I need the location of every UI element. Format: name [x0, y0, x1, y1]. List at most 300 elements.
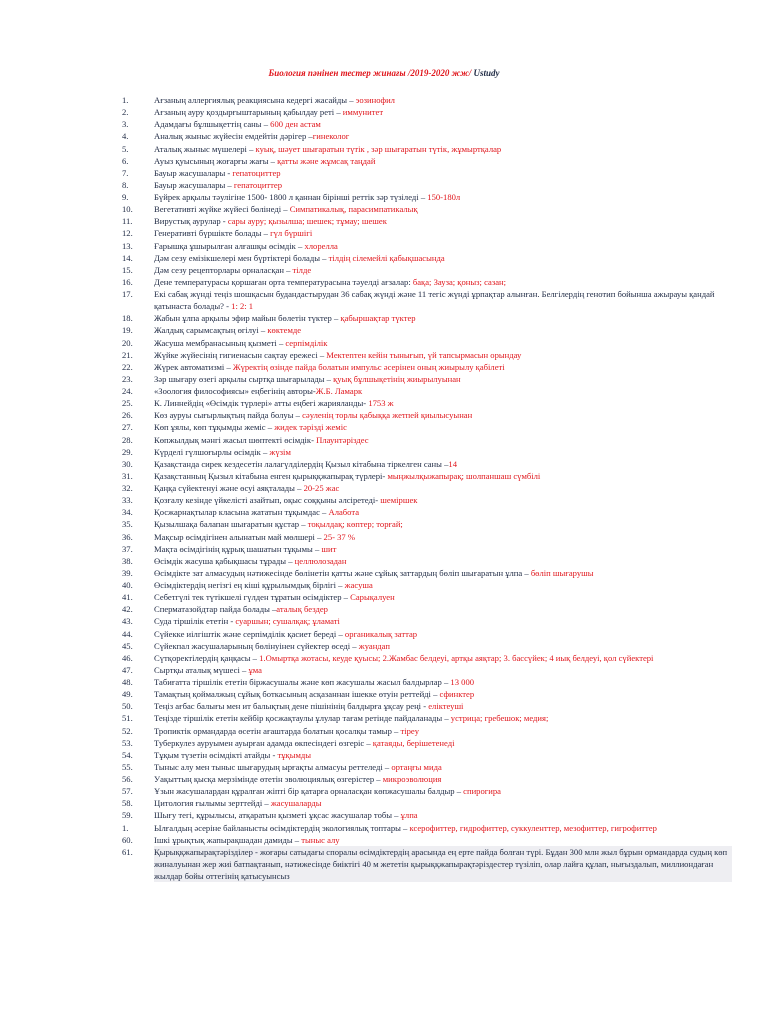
question-text: Туберкулез ауруымен ауырған адамда өкпесіндегі өзгеріс –	[154, 737, 373, 748]
item-text	[154, 107, 383, 117]
question-text: Ағзаның аллергиялық реакциясына кедергі жасайды –	[154, 95, 356, 105]
list-item	[122, 640, 732, 652]
item-text	[154, 798, 322, 808]
item-number: 45.	[122, 640, 133, 651]
list-item	[122, 664, 732, 676]
question-text: Шығу тегі, құрылысы, атқаратын қызметі ұқсас жасушалар тобы –	[154, 810, 401, 821]
question-text: Өсімдіктердің негізгі ең кіші құрылымдық бірлігі –	[154, 580, 345, 590]
item-text	[154, 507, 359, 517]
question-text: Ғарышқа ұшырылған алғашқы өсімдік –	[154, 240, 305, 251]
list-item	[122, 628, 732, 640]
answer-text: ксерофиттер, гидрофиттер, суккуленттер, мезофиттер, гигрофиттер	[409, 822, 657, 833]
item-number: 54.	[122, 749, 133, 760]
answer-text: Сарықалуен	[350, 592, 395, 603]
item-number: 56.	[122, 774, 133, 784]
list-item	[122, 470, 732, 482]
question-text: Теңіз ағбас балығы мен ит балықтың дене пішінінің балдырға ұқсау реңі -	[154, 701, 429, 712]
list-item	[122, 712, 732, 724]
answer-text: көктемде	[267, 325, 302, 336]
answer-text: ұлпа	[400, 810, 418, 821]
question-text: Көз ауруы сығырлықтың пайда болуы –	[154, 410, 303, 421]
question-text: Тыныс алу мен тыныс шығарудың ырғақты алмасуы реттеледі –	[154, 761, 392, 772]
list-item	[122, 458, 732, 470]
list-item	[122, 773, 732, 785]
question-text: Суда тіршілік ететін -	[154, 616, 236, 627]
item-text	[154, 144, 501, 154]
item-number: 52.	[122, 725, 133, 736]
item-number: 55.	[122, 761, 133, 772]
question-text: Сыртқы аталық мүшесі –	[154, 664, 249, 675]
answer-text: сәуленің торлы қабыққа жетпей қиылысуынан	[302, 410, 473, 421]
item-text	[154, 338, 327, 348]
item-text	[154, 641, 390, 651]
item-text	[154, 156, 375, 166]
item-number: 6.	[122, 155, 129, 166]
item-text	[154, 180, 282, 190]
item-text	[154, 532, 355, 542]
question-text: Жүрек автоматизмі –	[154, 361, 233, 372]
question-text: Дәм сезу рецепторлары орналасқан –	[154, 264, 293, 275]
list-item	[122, 130, 732, 142]
list-item	[122, 797, 732, 809]
question-text: Сүйекпал жасушаларының бөлінуінен сүйектер өседі –	[154, 640, 359, 651]
list-item	[122, 737, 732, 749]
list-item	[122, 494, 732, 506]
list-item	[122, 288, 732, 312]
list-item	[122, 94, 732, 106]
question-text: Ауыз қуысының жоғарғы жағы –	[154, 155, 278, 166]
item-number: 15.	[122, 264, 133, 275]
item-text	[154, 677, 474, 687]
answer-text: қатты және жұмсақ таңдай	[277, 155, 376, 166]
item-text	[154, 822, 732, 834]
answer-text: Алабота	[328, 507, 360, 518]
answer-text: тоқылдақ; көптер; торғай;	[307, 519, 403, 530]
list-item	[122, 143, 732, 155]
item-text	[154, 580, 373, 590]
answer-text: жидек тәрізді жеміс	[274, 422, 347, 433]
answer-text: сары ауру; қызылша; шешек; тұмау; шешек	[227, 216, 387, 227]
item-text	[154, 616, 340, 626]
item-number: 21.	[122, 349, 133, 360]
question-text: Ағзаның ауру қоздырғыштарының қабылдау реті –	[154, 107, 343, 118]
question-text: Сүйекке иілгіштік және серпімділік қасиет береді –	[154, 628, 345, 639]
item-text	[154, 228, 312, 238]
list-item	[122, 155, 732, 167]
list-item	[122, 373, 732, 385]
answer-text: 14	[448, 458, 457, 469]
item-number: 49.	[122, 689, 133, 700]
item-text	[154, 131, 349, 141]
item-text	[154, 604, 328, 614]
question-text: Аталық жыныс мүшелері –	[154, 143, 256, 154]
answer-text: шеміршек	[380, 495, 418, 506]
item-number: 16.	[122, 276, 133, 287]
question-text: Өсімдік жасуша қабықшасы тұрады –	[154, 555, 295, 566]
answer-text: органикалық заттар	[344, 628, 418, 639]
question-text: Қозғалу кезінде үйкелісті азайтып, оқыс соққыны әлсіретеді-	[154, 495, 381, 506]
answer-text: иммунитет	[342, 107, 384, 118]
question-text: Теңізде тіршілік ететін кейбір қосжақтаулы ұлулар тағам ретінде пайдаланады –	[154, 713, 451, 724]
answer-text: 150-180л	[427, 192, 461, 202]
item-text	[154, 386, 362, 396]
item-text	[154, 277, 506, 287]
question-text: Ішкі ұрықтық жапырақшадан дамиды –	[154, 834, 302, 845]
item-text	[154, 459, 457, 469]
item-text	[154, 762, 442, 772]
answer-text: микроэволюция	[382, 774, 442, 784]
answer-text: Симпатикалық, парасимпатикалық	[289, 204, 418, 215]
item-text	[154, 726, 419, 736]
question-text: Аналық жыныс жүйесін емдейтін дәрігер –	[154, 131, 313, 142]
list-item	[122, 579, 732, 591]
list-item	[122, 543, 732, 555]
question-text: «Зоология философиясы» еңбегінің авторы-	[154, 386, 316, 396]
answer-text: жасуша	[344, 580, 373, 590]
item-text	[154, 556, 346, 566]
item-number: 53.	[122, 737, 133, 748]
list-item	[122, 555, 732, 567]
item-text	[154, 774, 441, 784]
item-number: 47.	[122, 664, 133, 675]
item-number: 57.	[122, 786, 133, 797]
item-number: 59.	[122, 810, 133, 821]
list-item	[122, 252, 732, 264]
question-text: Тамақтың қоймалжың сұйық боткасының асқазаннан ішекке өтуін реттейді –	[154, 689, 440, 700]
item-text	[154, 398, 394, 408]
item-text	[154, 738, 454, 748]
list-item	[122, 567, 732, 579]
answer-text: тұқымды	[277, 749, 312, 760]
question-text: Вегетативті жүйке жүйесі бөлінеді –	[154, 204, 290, 215]
question-text: Генеративті бүршікте болады –	[154, 228, 271, 239]
answer-text: эозинофил	[355, 95, 395, 105]
list-item	[122, 700, 732, 712]
list-item	[122, 688, 732, 700]
answer-text: хлорелла	[304, 240, 338, 251]
item-number: 11.	[122, 216, 133, 227]
item-text	[154, 265, 311, 275]
question-text: Жабын ұлпа арқылы эфир майын бөлетін түктер –	[154, 313, 341, 324]
item-number: 34.	[122, 507, 133, 518]
answer-text: устрица; гребешок; медия;	[450, 713, 549, 724]
item-text	[154, 374, 461, 384]
question-text: К. Линнейдің «Өсімдік түрлері» атты еңбегі жарияланды-	[154, 398, 369, 409]
item-text	[154, 362, 505, 372]
item-number: 39.	[122, 567, 133, 578]
item-text	[154, 253, 445, 263]
list-item	[122, 276, 732, 288]
list-item	[122, 421, 732, 433]
item-text	[154, 495, 417, 505]
item-text	[154, 846, 732, 882]
item-number: 32.	[122, 483, 133, 493]
answer-text: гинеколог	[312, 131, 350, 142]
question-text: Қосжарнақтылар класына жататын тұқымдас –	[154, 507, 329, 518]
item-number: 9.	[122, 192, 129, 202]
answer-text: 13 000	[450, 677, 475, 687]
item-text	[154, 810, 418, 820]
question-text: Жүйке жүйесінің гигиенасын сақтау ережесі –	[154, 349, 327, 360]
item-number: 50.	[122, 701, 133, 712]
question-text: Өсімдікте зат алмасудың нәтижесінде бөлінетін қатты және сұйық заттардың бөліп шығаратын ұлпа –	[154, 567, 531, 578]
list-item	[122, 785, 732, 797]
item-text	[154, 422, 347, 432]
answer-text: бақа; Зауза; қоныз; сазан;	[412, 276, 507, 287]
item-number: 7.	[122, 167, 129, 178]
item-number: 24.	[122, 386, 133, 396]
answer-text: сфинктер	[439, 689, 475, 700]
list-item	[122, 179, 732, 191]
list-item	[122, 264, 732, 276]
item-number: 30.	[122, 458, 133, 469]
answer-text: 1.Омыртқа жотасы, кеуде қуысы; 2.Жамбас белдеуі, артқы аяқтар; 3. бассүйек; 4 иық белдеуі, қол сүйектері	[259, 652, 654, 663]
item-text	[154, 325, 301, 335]
item-text	[154, 544, 336, 554]
answer-text: 1753 ж	[368, 398, 394, 409]
list-item	[122, 312, 732, 324]
answer-text: бөліп шығарушы	[530, 567, 594, 578]
item-text	[154, 652, 732, 664]
item-number: 27.	[122, 422, 133, 433]
item-text	[154, 471, 540, 481]
question-text: Тропиктік ормандарда өсетін ағаштарда болатын қосалқы тамыр –	[154, 725, 401, 736]
item-number: 10.	[122, 204, 133, 215]
item-number: 25.	[122, 398, 133, 409]
item-text	[154, 689, 474, 699]
item-text	[154, 519, 403, 529]
item-number: 12.	[122, 228, 133, 239]
question-text: Мақта өсімдігінің құрық шашатын тұқымы –	[154, 543, 322, 554]
item-number: 1.	[122, 822, 129, 833]
item-number: 14.	[122, 252, 133, 263]
answer-text: мыңжылқыжапырақ; шолпаншаш сүмбілі	[387, 470, 541, 481]
question-text: Қазақстанның Қызыл кітабына енген қырыққжапырақ түрлері-	[154, 470, 388, 481]
item-text	[154, 483, 339, 493]
item-number: 51.	[122, 713, 133, 724]
list-item	[122, 167, 732, 179]
item-text	[154, 592, 395, 602]
item-text	[154, 313, 416, 323]
item-number: 61.	[122, 846, 133, 857]
question-text: Дене температурасы қоршаған орта температурасына тәуелді ағзалар:	[154, 276, 413, 287]
list-item	[122, 446, 732, 458]
answer-text: қабыршақтар түктер	[340, 313, 416, 324]
answer-text: 25- 37 %	[323, 531, 356, 542]
list-item	[122, 834, 732, 846]
item-number: 42.	[122, 604, 133, 615]
list-item	[122, 749, 732, 761]
list-item	[122, 518, 732, 530]
answer-text: тілдің сілемейлі қабықшасында	[328, 252, 445, 263]
title-text: Биология пәнінен тестер жинағы /2019-2020 жж/	[268, 68, 472, 78]
list-item	[122, 203, 732, 215]
answer-text: 600 ден астам	[270, 119, 321, 130]
question-text: Көпжылдық мәнгі жасыл шөптекті өсімдік-	[154, 434, 317, 445]
list-item	[122, 591, 732, 603]
list-item	[122, 676, 732, 688]
item-number: 33.	[122, 495, 133, 506]
list-item	[122, 761, 732, 773]
question-text: Тұқым түзетін өсімдікті атайды -	[154, 749, 278, 760]
answer-text: серпімділік	[285, 337, 328, 348]
question-text: Себетгүлі тек түтікшелі гүлден тұратын өсімдіктер –	[154, 592, 351, 603]
item-number: 22.	[122, 361, 133, 372]
list-item	[122, 397, 732, 409]
item-text	[154, 786, 501, 796]
item-text	[154, 750, 311, 760]
list-item	[122, 409, 732, 421]
list-item	[122, 434, 732, 446]
answer-text: қуық бұлшықетінің жиырылуынан	[333, 373, 461, 384]
item-number: 41.	[122, 592, 133, 603]
question-text: Мақсыр өсімдігінен алынатын май мөлшері –	[154, 531, 324, 542]
item-text	[154, 192, 460, 202]
item-text	[154, 568, 594, 578]
answer-text: Жүректің өзінде пайда болатын импульс әсерінен оның жиырылу қабілеті	[232, 361, 505, 372]
answer-text: жасушаларды	[270, 798, 322, 809]
answer-text: қатаяды, берішетенеді	[372, 737, 455, 748]
answer-text: тірeу	[400, 725, 420, 736]
site-name: Ustudy	[473, 68, 500, 78]
item-number: 19.	[122, 325, 133, 336]
question-text: Қазақстанда сирек кездесетін лалагүлділердің Қызыл кітабына тіркелген саны –	[154, 458, 449, 469]
list-item	[122, 215, 732, 227]
list-item	[122, 337, 732, 349]
item-number: 5.	[122, 143, 129, 154]
list-item	[122, 385, 732, 397]
question-text: Бүйрек арқылы тәулігіне 1500- 1800 л қаннан біріншi реттiк зәр түзіледі –	[154, 192, 428, 202]
item-number: 36.	[122, 531, 133, 542]
item-number: 38.	[122, 555, 133, 566]
item-text	[154, 665, 262, 675]
question-text: Ұзын жасушалардан құралған жіпті бір қатарға орналасқан көпжасушалы балдыр –	[154, 786, 464, 797]
item-text	[154, 241, 338, 251]
item-number: 43.	[122, 616, 133, 627]
answer-text: жуандап	[358, 640, 390, 651]
item-text	[154, 168, 281, 178]
answer-text: тыныс алу	[301, 834, 340, 845]
item-number: 46.	[122, 652, 133, 663]
item-number: 48.	[122, 677, 133, 687]
item-number: 29.	[122, 446, 133, 457]
item-text	[154, 835, 340, 845]
question-text: Сүтқоректілердің қаңқасы –	[154, 652, 260, 663]
question-text: Бауыр жасушалары -	[154, 167, 233, 178]
question-text: Қаңқа сүйектенуі және өсуі аяқталады –	[154, 483, 304, 493]
item-text	[154, 435, 369, 445]
question-text: Зәр шығару өзегі арқылы сыртқа шығарылады –	[154, 373, 334, 384]
answer-text: Ж.Б. Ламарк	[315, 386, 363, 396]
list-item	[122, 506, 732, 518]
list-item	[122, 106, 732, 118]
list-item	[122, 482, 732, 494]
item-text	[154, 410, 472, 420]
list-item	[122, 324, 732, 336]
item-number: 8.	[122, 179, 129, 190]
item-number: 28.	[122, 434, 133, 445]
question-text: Жасуша мембранасының қызметі –	[154, 337, 286, 348]
item-number: 23.	[122, 373, 133, 384]
list-item	[122, 846, 732, 882]
question-text: Екі сабақ жүнді теңіз шошқасын будандастырудан 36 сабақ жүнді және 11 тегіс жүнді ұрпақтар алынған. Белгілердің генотип бойынша ажырауы қандай қатынаста болады? -	[154, 289, 715, 312]
item-text	[154, 204, 418, 214]
answer-text: 20-25 жас	[303, 483, 340, 493]
list-item	[122, 725, 732, 737]
list-item	[122, 652, 732, 664]
item-number: 20.	[122, 337, 133, 348]
item-number: 37.	[122, 543, 133, 554]
item-text	[154, 713, 548, 723]
answer-text: шит	[321, 543, 337, 554]
item-number: 31.	[122, 470, 133, 481]
answer-text: гүл бүршігі	[270, 228, 313, 239]
item-number: 18.	[122, 313, 133, 324]
item-text	[154, 95, 395, 105]
question-text: Цитология ғылымы зерттейді –	[154, 798, 271, 809]
question-text: Уақыттың қысқа мерзімінде өтетін эволюциялық өзгерістер –	[154, 774, 383, 784]
list-item	[122, 227, 732, 239]
question-text: Ылғалдың әсеріне байланысты өсімдіктердің экологиялық топтары –	[154, 822, 410, 833]
item-number: 60.	[122, 834, 133, 845]
page-title	[0, 68, 768, 78]
list-item	[122, 615, 732, 627]
item-number: 17.	[122, 289, 133, 299]
list-item	[122, 809, 732, 821]
list-item	[122, 822, 732, 834]
item-number: 3.	[122, 119, 129, 130]
answer-text: спирогира	[463, 786, 501, 797]
item-text	[154, 701, 463, 711]
item-number: 40.	[122, 580, 133, 590]
item-number: 44.	[122, 628, 133, 639]
list-item	[122, 531, 732, 543]
question-text: Қызылшақа балапан шығаратын құстар –	[154, 519, 308, 530]
list-item	[122, 361, 732, 373]
answer-text: целлюлозадан	[294, 555, 347, 566]
question-text: Көп ұялы, көп тұқымды жеміс –	[154, 422, 275, 433]
answer-text: гепатоциттер	[232, 167, 281, 178]
question-text: Сперматазойдтар пайда болады –	[154, 604, 277, 615]
question-text: Бауыр жасушалары –	[154, 179, 234, 190]
question-text: Жалдық сарымсақтың өгілуі –	[154, 325, 268, 336]
item-text	[154, 350, 521, 360]
list-item	[122, 603, 732, 615]
item-number: 58.	[122, 798, 133, 809]
answer-text: еліктеуші	[428, 701, 464, 712]
item-text	[154, 288, 732, 312]
list-item	[122, 191, 732, 203]
answer-text: Мектептен кейін тынығып, үй тапсырмасын орындау	[326, 349, 522, 360]
answer-text: суаршын; сушалқақ; ұламаті	[235, 616, 340, 627]
question-text: Күрделі гүлшоғырлы өсімдік –	[154, 446, 270, 457]
item-text	[154, 216, 387, 226]
answer-text: жүзім	[269, 446, 291, 457]
item-number: 1.	[122, 95, 129, 105]
question-text: Табиғатта тіршілік ететін біржасушалы және көп жасушалы жасыл балдырлар –	[154, 677, 451, 687]
question-text: Қырыққжапырақтәрізділер - жоғары сатыдағы споралы өсімдіктердің арасында ең ерте пайда болған түрі. Бұдан 300 млн жыл бұрын ормандарда судың көп жиналуынан жер жиі батпақтанып, нәтижесінде биіктігі 40 м жететін қырыққжапырақтәріздестер түзіліп, олар лайға құлап, нығыздалып, миллиондаған жылдар бойы оттегінің қатысуынсыз	[154, 846, 728, 881]
item-text	[154, 629, 417, 639]
item-number: 4.	[122, 131, 129, 142]
answer-text: Плаунтәріздес	[316, 434, 369, 445]
list-item	[122, 349, 732, 361]
answer-text: гепатоциттер	[233, 179, 283, 190]
item-number: 13.	[122, 240, 133, 251]
item-text	[154, 119, 321, 129]
list-item	[122, 118, 732, 130]
answer-text: ұма	[248, 664, 262, 675]
list-item	[122, 240, 732, 252]
